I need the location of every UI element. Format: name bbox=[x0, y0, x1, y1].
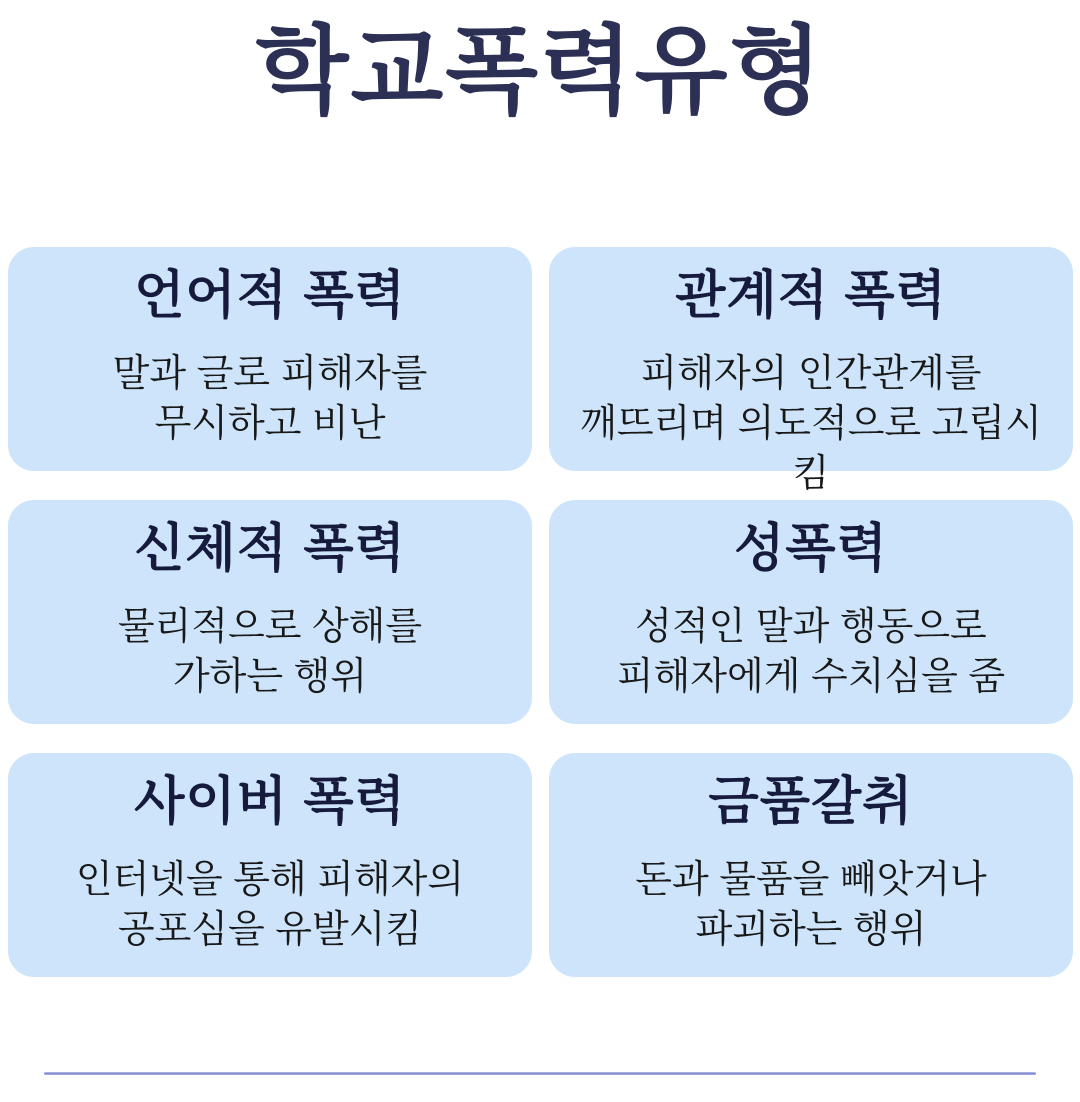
card-heading: 관계적 폭력 bbox=[675, 267, 947, 325]
card-description-line2: 깨뜨리며 의도적으로 고립시킴 bbox=[580, 402, 1042, 496]
card-description-line2: 파괴하는 행위 bbox=[695, 908, 927, 951]
infographic-page bbox=[0, 18, 1080, 1102]
card-description-line1: 인터넷을 통해 피해자의 bbox=[75, 858, 465, 901]
card-heading: 성폭력 bbox=[734, 520, 888, 578]
card-description bbox=[113, 349, 428, 449]
card-description-line2: 가하는 행위 bbox=[172, 655, 368, 698]
card-description bbox=[635, 855, 987, 955]
card-description bbox=[563, 349, 1059, 499]
card-description-line1: 성적인 말과 행동으로 bbox=[635, 605, 987, 648]
card-description-line1: 말과 글로 피해자를 bbox=[112, 352, 428, 395]
card-verbal-violence bbox=[8, 247, 532, 471]
card-sexual-violence bbox=[549, 500, 1073, 724]
card-description-line1: 돈과 물품을 빼앗거나 bbox=[635, 858, 987, 901]
card-heading: 신체적 폭력 bbox=[134, 520, 406, 578]
card-relational-violence bbox=[549, 247, 1073, 496]
card-description-line2: 무시하고 비난 bbox=[154, 402, 386, 445]
card-heading: 언어적 폭력 bbox=[134, 267, 406, 325]
card-description bbox=[76, 855, 464, 955]
card-description-line2: 공포심을 유발시킴 bbox=[117, 908, 423, 951]
cards-grid bbox=[8, 247, 1073, 977]
footer-divider bbox=[44, 1072, 1036, 1075]
card-cyber-violence bbox=[8, 753, 532, 977]
page-title: 학교폭력유형 bbox=[255, 18, 825, 125]
card-description-line1: 피해자의 인간관계를 bbox=[640, 352, 982, 395]
card-description bbox=[118, 602, 422, 702]
card-physical-violence bbox=[8, 500, 532, 724]
card-heading: 금품갈취 bbox=[708, 773, 914, 831]
card-description bbox=[617, 602, 1005, 702]
card-extortion bbox=[549, 753, 1073, 977]
card-description-line2: 피해자에게 수치심을 줌 bbox=[616, 655, 1006, 698]
card-heading: 사이버 폭력 bbox=[134, 773, 406, 831]
card-description-line1: 물리적으로 상해를 bbox=[117, 605, 423, 648]
